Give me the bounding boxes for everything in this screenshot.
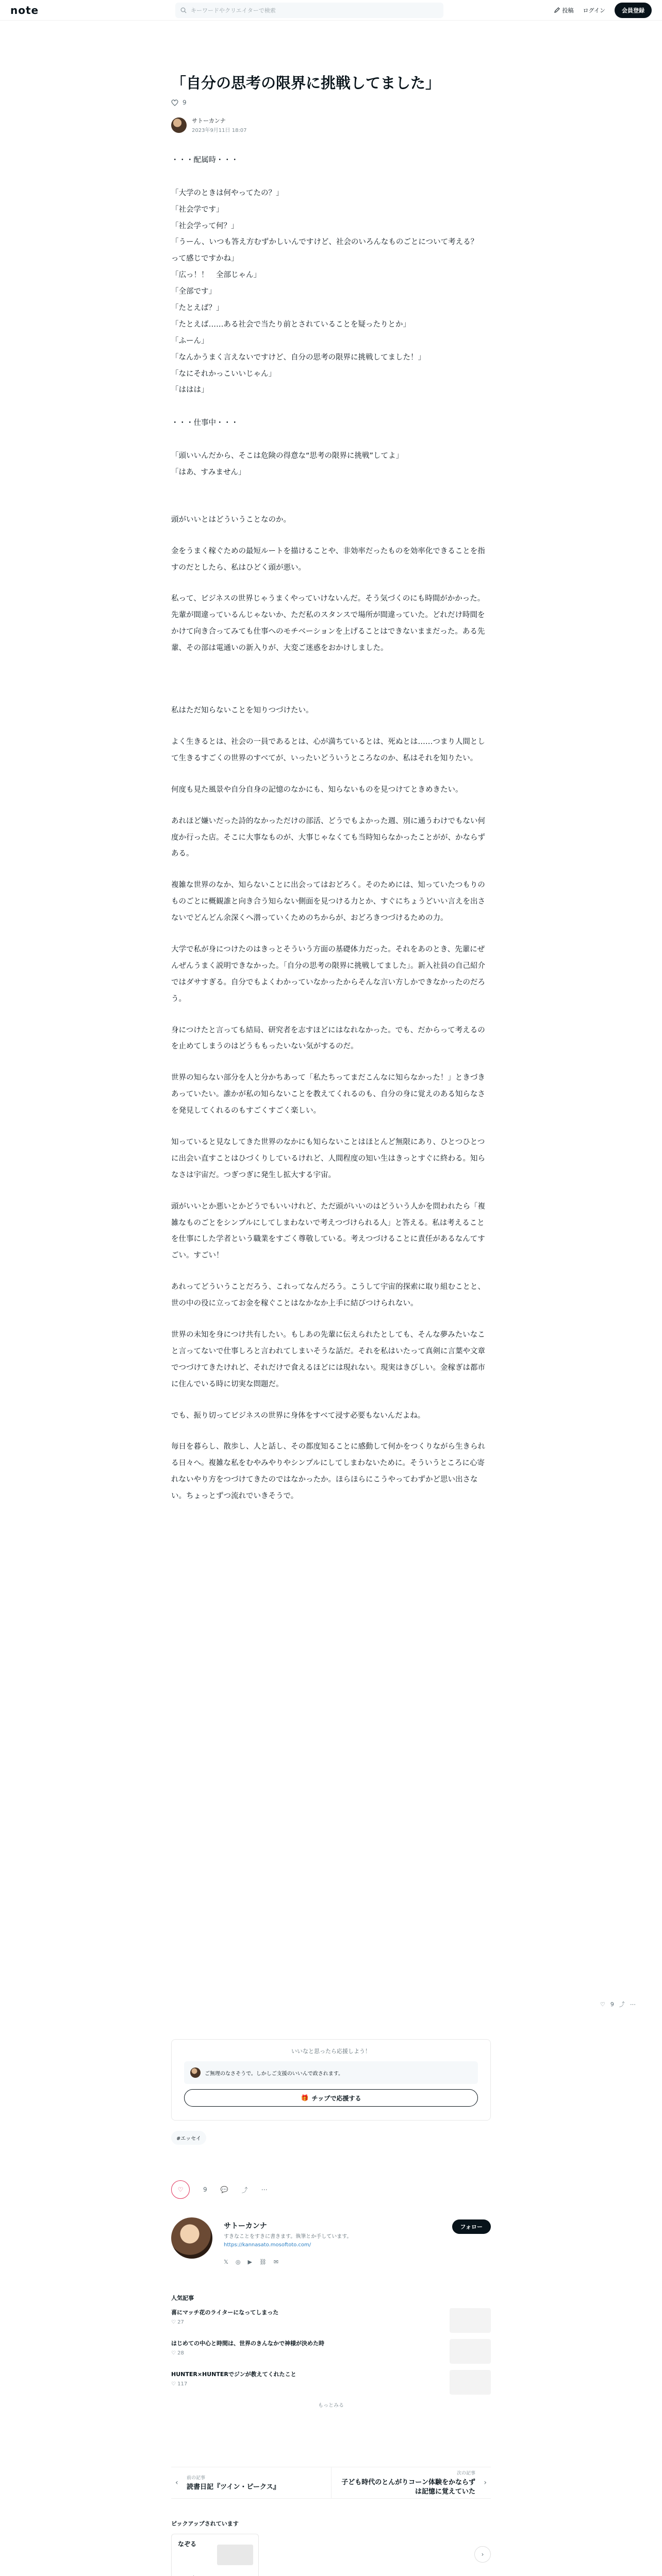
- register-button[interactable]: 会員登録: [615, 3, 652, 18]
- dialogue-line: 「うーん、いつも答え方むずかしいんですけど、社会のいろんなものごとについて考える？ って感じですかね」: [171, 238, 486, 263]
- carousel-next-button[interactable]: ›: [474, 2546, 491, 2563]
- prev-label: 前の記事: [187, 2475, 206, 2481]
- dialogue-line: 「広っ！！ 全部じゃん」: [171, 271, 261, 280]
- body-paragraph: 金をうまく稼ぐための最短ルートを描けることや、非効率だったものを効率化できることを指すのだとしたら、私はひどく頭が悪い。: [171, 547, 485, 572]
- pencil-icon: [554, 7, 560, 13]
- side-heart-icon[interactable]: ♡: [600, 2001, 605, 2008]
- profile-avatar[interactable]: [171, 2217, 212, 2259]
- chevron-right-icon: ›: [484, 2479, 487, 2487]
- search-placeholder: キーワードやクリエイターで検索: [191, 7, 276, 14]
- dialogue-line: 「ふーん」: [171, 336, 209, 345]
- dialogue-line: 「たとえば……ある社会で当たり前とされていることを疑ったりとか」: [171, 320, 410, 329]
- chevron-left-icon: ‹: [175, 2479, 178, 2487]
- body-paragraph: 何度も見た風景や自分自身の記憶のなかにも、知らないものを見つけてときめきたい。: [171, 785, 463, 794]
- paragraph-group-1: [171, 512, 491, 657]
- body-paragraph: 世界の知らない部分を人と分かちあって「私たちってまだこんなに知らなかった！」ときづきあっていたい。誰かが私の知らないことを教えてくれるのも、自分の身に覚えのある知らなさを発見してくれるのもすごくすごく楽しい。: [171, 1074, 485, 1115]
- magazine-thumb: [217, 2545, 253, 2565]
- magazine-title: なぞる: [178, 2540, 197, 2548]
- dialogue-line: ・・・仕事中・・・: [171, 419, 239, 428]
- profile-desc-text: すきなことをすきに書きます。執筆とか手しています。: [224, 2234, 352, 2240]
- profile-name[interactable]: サトーカンナ: [224, 2222, 267, 2230]
- popular-item-likes: ♡ 27: [171, 2319, 184, 2325]
- publish-date: 2023年9月11日 18:07: [192, 128, 247, 133]
- support-box: [171, 2039, 491, 2121]
- body-paragraph: 私はただ知らないことを知りつづけたい。: [171, 706, 313, 715]
- tip-label: チップで応援する: [311, 2094, 361, 2102]
- next-title: 子ども時代のとんがりコーン体験をかならずは記憶に覚えていた: [341, 2478, 475, 2496]
- body-paragraph: 知っていると見なしてきた世界のなかにも知らないことはほとんど無限にあり、ひとつひとつに出会い直すことはひづくりしているけれど、人間程度の知い生はきっとすぐに終わる。知らなさは宇宙だ。つぎつぎに発生し拡大する宇宙。: [171, 1138, 485, 1179]
- link-icon[interactable]: ⛓: [259, 2259, 267, 2265]
- search-bar[interactable]: [175, 3, 443, 18]
- share-bar: [600, 2000, 636, 2008]
- body-paragraph: 頭がいいとか悪いとかどうでもいいけれど、ただ頭がいいのはどういう人かを問われたら「複雑なものごとをシンプルにしてしまわないで考えつづけられる人」と答える。私は考えることを仕事にした学者という職業をすごく尊敬している。考えつづけることに責任があるなんてすごい。すごい！: [171, 1202, 485, 1260]
- share-icon[interactable]: ⤴: [619, 2001, 625, 2008]
- dialogue-line: 「たとえば？」: [171, 304, 224, 313]
- popular-thumb: [450, 2339, 491, 2364]
- dialogue-line: 「ははは」: [171, 386, 209, 395]
- popular-item-likes: ♡ 117: [171, 2381, 188, 2387]
- x-icon[interactable]: 𝕏: [224, 2259, 228, 2265]
- see-more-link[interactable]: もっとみる: [318, 2403, 344, 2409]
- next-label: 次の記事: [456, 2470, 475, 2476]
- popular-thumb: [450, 2370, 491, 2395]
- next-article[interactable]: [331, 2467, 491, 2498]
- share-action-icon[interactable]: ⤴: [241, 2186, 248, 2194]
- body-paragraph: でも、振り切ってビジネスの世界に身体をすべて浸す必要もないんだよね。: [171, 1411, 425, 1420]
- like-button[interactable]: ♡: [171, 2180, 190, 2199]
- dialogue-line: 「社会学です」: [171, 205, 224, 214]
- popular-item-title: 喜にマッチ花のライターになってしまった: [171, 2309, 279, 2316]
- popular-thumb: [450, 2308, 491, 2333]
- prev-next-nav: [171, 2467, 491, 2499]
- dialogue-line: 「全部です」: [171, 287, 216, 296]
- more-icon[interactable]: ⋯: [630, 2001, 636, 2008]
- author-name[interactable]: サトーカンナ: [192, 117, 226, 124]
- gift-icon: 🎁: [301, 2094, 309, 2102]
- profile-link[interactable]: https://kannasato.mosoftoto.com/: [224, 2242, 311, 2248]
- pickup-section: [171, 2519, 491, 2576]
- search-icon: [180, 7, 187, 13]
- article-title: 「自分の思考の限界に挑戦してました」: [171, 74, 441, 92]
- article-body: [171, 152, 491, 1520]
- support-avatar: [190, 2067, 201, 2078]
- prev-title: 読書日記『ツイン・ピークス』: [187, 2483, 280, 2491]
- author-profile: [171, 2217, 491, 2274]
- popular-item-likes: ♡ 28: [171, 2350, 184, 2356]
- magazine-card[interactable]: [171, 2534, 259, 2576]
- author-avatar[interactable]: [171, 117, 187, 133]
- follow-button[interactable]: フォロー: [452, 2219, 491, 2234]
- list-item[interactable]: [171, 2370, 491, 2395]
- dialogue-line: 「社会学って何？」: [171, 222, 239, 230]
- dialogue-line: 「大学のときは何やってたの？」: [171, 189, 284, 197]
- popular-articles: [171, 2294, 491, 2409]
- list-item[interactable]: [171, 2308, 491, 2333]
- login-link[interactable]: ログイン: [583, 7, 605, 14]
- pickup-title: ピックアップされています: [171, 2520, 239, 2527]
- side-like-count: 9: [610, 2001, 614, 2008]
- dialogue-line: 「頭いいんだから、そこは危険の得意な“思考の限界に挑戦”してよ」: [171, 452, 404, 461]
- mail-icon[interactable]: ✉: [273, 2259, 279, 2265]
- heart-icon[interactable]: [171, 99, 178, 106]
- popular-title: 人気記事: [171, 2295, 194, 2301]
- title-like-row: [171, 99, 491, 106]
- paragraph-group-2: [171, 703, 491, 1505]
- body-paragraph: あれほど嫌いだった詩的なかっただけの部活、どうでもよかった週、別に通うわけでもない何度か行った店。そこに大事なものが、大事じゃなくても当時知らなかったことがが、かならずある。: [171, 817, 485, 858]
- dialogue-line: ・・・配属時・・・: [171, 156, 239, 164]
- title-like-count: 9: [183, 99, 187, 106]
- post-label: 投稿: [562, 7, 574, 14]
- popular-item-title: HUNTER×HUNTERでジンが教えてくれたこと: [171, 2371, 296, 2378]
- post-link[interactable]: [554, 6, 574, 14]
- popular-item-title: はじめての中心と時間は、世界のきんなかで神様が決めた時: [171, 2340, 324, 2347]
- action-like-count: 9: [203, 2186, 207, 2193]
- top-header: [0, 0, 662, 21]
- body-paragraph: よく生きるとは、社会の一員であるとは、心が満ちているとは、死ぬとは……つまり人間として生きるすごくの世界のすべてが、いったいどういうところなのか、私はそれを知りたい。: [171, 737, 485, 762]
- body-paragraph: 私って、ビジネスの世界じゃうまくやっていけないんだ。そう気づくのにも時間がかかった。先輩が間違っているんじゃないか、ただ私のスタンスで場所が間違っていた。どれだけ時間をかけて向き合ってみても仕事へのモチベーションを上げることはできないままだった。ある先輩、その部は電通いの新入りが、大変ご迷惑をおかけしました。: [171, 595, 485, 653]
- note-logo[interactable]: note: [10, 4, 39, 16]
- body-paragraph: 世界の未知を身につけ共有したい。もしあの先輩に伝えられたとしても、そんな夢みたいなこと言ってないで仕事しろと言われてしまいそうな話だ。それを私はいたって真剣に言葉や文章でつづけてきたけれど、それだけで食えるほどには現れない。現実はきびしい。金稼ぎは都市に住んでいる時に切実な問題だ。: [171, 1330, 485, 1388]
- menu-icon[interactable]: ⋯: [261, 2186, 268, 2193]
- profile-desc: [224, 2233, 440, 2249]
- dialogue-block: [171, 152, 491, 481]
- support-text: ご無理のなさそうで。しかしご支援のいいんで政されます。: [205, 2071, 343, 2077]
- body-paragraph: 身につけたと言っても結局、研究者を志すほどにはなれなかった。でも、だからって考えるのを止めてしまうのはどうももったいない気がするのだ。: [171, 1026, 485, 1051]
- body-paragraph: 大学で私が身につけたのはきっとそういう方面の基礎体力だった。それをあのとき、先輩にぜんぜんうまく説明できなかった。「自分の思考の限界に挑戦してました」。新入社員の自己紹介ではダサすぎる。自分でもよくわかっていなかったからそんな言い方しかできなかったのだろう。: [171, 945, 485, 1003]
- prev-article[interactable]: [171, 2467, 331, 2498]
- action-row: [171, 2180, 491, 2199]
- body-paragraph: あれってどういうことだろう、これってなんだろう。こうして宇宙的探索に取り組むことと、世の中の役に立ってお金を稼ぐことはなかなか上手に結びつけられない。: [171, 1283, 485, 1308]
- magazine-count: [178, 2574, 252, 2576]
- dialogue-line: [171, 432, 491, 448]
- support-title: いいなと思ったら応援しよう！: [291, 2048, 371, 2055]
- dialogue-line: [171, 169, 491, 185]
- tip-button[interactable]: [184, 2089, 478, 2107]
- body-paragraph: 毎日を暮らし、散歩し、人と話し、その都度知ることに感動して何かをつくりながら生きられる日々へ。複雑な私をむやみやりやシンプルにしてしまわないために。そういうところに心寄れないやり方をつづけてきたのではなかったか。ほらほらにこうやってわずかど思い出さない。ちょっとずつ流れでいきそうで。: [171, 1443, 485, 1501]
- comment-icon[interactable]: 💬: [220, 2186, 228, 2193]
- dialogue-line: 「なにそれかっこいいじゃん」: [171, 369, 276, 378]
- profile-social-icons: [224, 2259, 278, 2265]
- dialogue-line: [171, 399, 491, 415]
- body-paragraph: 複雑な世界のなか、知らないことに出会ってはおどろく。そのためには、知っていたつもりのものごとに概観誰と向き合う知らない側面を見つける力とか、すぐにちょうどいい言えを出さないでどんどん余深くへ潜っていくためのちからが、おどろきつづけるための力。: [171, 881, 485, 923]
- author-row: [171, 116, 491, 133]
- body-paragraph: 頭がいいとはどういうことなのか。: [171, 515, 291, 524]
- dialogue-line: 「なんかうまく言えないですけど、自分の思考の限界に挑戦してました！」: [171, 353, 425, 362]
- list-item[interactable]: [171, 2339, 491, 2364]
- instagram-icon[interactable]: ◎: [235, 2259, 241, 2265]
- youtube-icon[interactable]: ▶: [247, 2259, 252, 2265]
- support-message: [184, 2061, 478, 2084]
- dialogue-line: 「はあ、すみません」: [171, 468, 246, 477]
- hashtag[interactable]: #エッセイ: [171, 2131, 206, 2145]
